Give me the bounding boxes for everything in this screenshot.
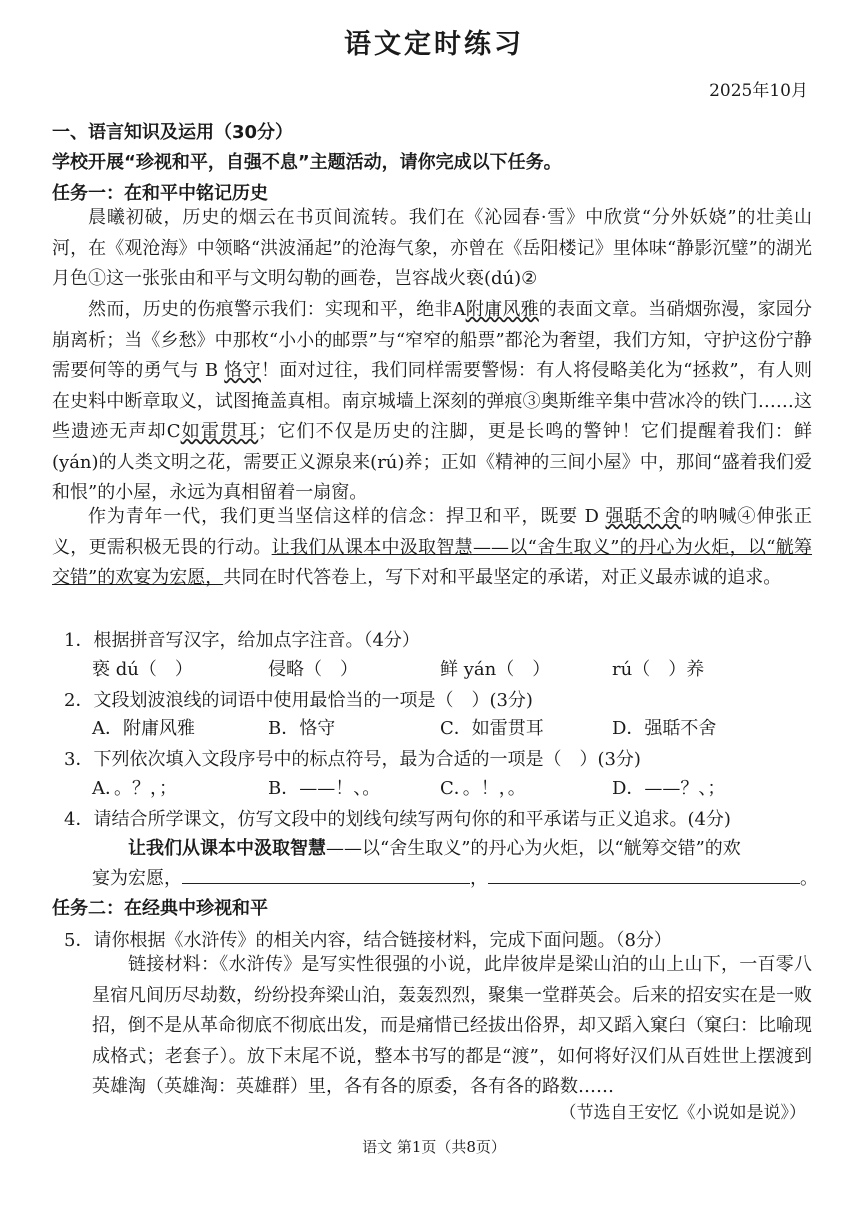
- q4-model-sentence: 让我们从课本中汲取智慧——以“舍生取义”的丹心为火炬，以“觥筹交错”的欢: [128, 838, 741, 859]
- passage-paragraph-3: 作为青年一代，我们更当坚信这样的信念：捍卫和平，既要 D 强聒不舍的呐喊④伸张正义，更需积极无畏的行动。让我们从课本中汲取智慧——以“舍生取义”的丹心为火炬，以“觥筹交错”的欢宴为宏愿，共同在时代答卷上，写下对和平最坚定的承诺，对正义最赤诚的追求。: [52, 506, 813, 588]
- task2-heading: 任务二：在经典中珍视和平: [52, 898, 268, 919]
- section-intro: 学校开展“珍视和平，自强不息”主题活动，请你完成以下任务。: [52, 152, 562, 173]
- question-3-stem: 3．下列依次填入文段序号中的标点符号，最为合适的一项是（ ）(3分): [64, 749, 641, 770]
- wavy-word-b: 恪守: [224, 360, 261, 381]
- exam-date: 2025年10月: [709, 81, 808, 101]
- q2-option: A．附庸风雅: [92, 718, 195, 739]
- question-4-stem: 4．请结合所学课文，仿写文段中的划线句续写两句你的和平承诺与正义追求。(4分): [64, 809, 731, 830]
- q3-option: D．——？、；: [612, 778, 726, 799]
- passage-paragraph-1: 晨曦初破，历史的烟云在书页间流转。我们在《沁园春·雪》中欣赏“分外妖娆”的壮美山河，在《观沧海》中领略“洪波涌起”的沧海气象，亦曾在《岳阳楼记》里体味“静影沉璧”的湖光月色①这一张张由和平与文明勾勒的画卷，岂容战火亵(dú)②: [52, 207, 812, 289]
- q3-option: A．。？，；: [92, 778, 177, 799]
- page-title: 语文定时练习: [344, 29, 524, 60]
- link-material: 链接材料：《水浒传》是写实性很强的小说，此岸彼岸是梁山泊的山上山下，一百零八星宿凡间历尽劫数，纷纷投奔梁山泊，轰轰烈烈，聚集一堂群英会。后来的招安实在是一败招，倒不是从革命彻底不彻底出发，而是痛惜已经拔出俗界，却又蹈入窠臼（窠臼：比喻现成格式；老套子）。放下末尾不说，整本书写的都是“渡”，如何将好汉们从百姓世上摆渡到英雄淘（英雄淘：英雄群）里，各有各的原委，各有各的路数……: [92, 954, 812, 1097]
- q2-option: B．恪守: [268, 718, 336, 739]
- q1-item: 鲜 yán（ ）: [440, 659, 551, 680]
- wavy-word-c: 如雷贯耳: [180, 421, 259, 442]
- question-5-stem: 5．请你根据《水浒传》的相关内容，结合链接材料，完成下面问题。（8分）: [64, 930, 672, 951]
- page-footer: 语文 第1页（共8页）: [362, 1138, 506, 1156]
- question-1-stem: 1．根据拼音写汉字，给加点字注音。（4分）: [64, 630, 420, 651]
- q4-answer-line: 宴为宏愿， ， 。: [92, 864, 818, 890]
- task1-heading: 任务一：在和平中铭记历史: [52, 183, 268, 204]
- q1-item: 侵略（ ）: [268, 659, 358, 680]
- section-heading: 一、语言知识及运用（30分）: [52, 122, 294, 143]
- passage-paragraph-2: 然而，历史的伤痕警示我们：实现和平，绝非A附庸风雅的表面文章。当硝烟弥漫，家园分崩离析；当《乡愁》中那枚“小小的邮票”与“窄窄的船票”都沦为奢望，我们方知，守护这份宁静需要何等的勇气与 B 恪守！面对过往，我们同样需要警惕：有人将侵略美化为“拯救”，有人则在史料中断章取义，试图掩盖真相。南京城墙上深刻的弹痕③奥斯维辛集中营冰冷的铁门……这些遗迹无声却C如雷贯耳；它们不仅是历史的注脚，更是长鸣的警钟！它们提醒着我们：鲜(yán)的人类文明之花，需要正义源泉来(rú)养；正如《精神的三间小屋》中，那间“盛着我们爱和恨”的小屋，永远为真相留着一扇窗。: [52, 299, 813, 503]
- material-source: （节选自王安忆《小说如是说》）: [559, 1103, 806, 1123]
- q1-item: rú（ ）养: [612, 659, 705, 680]
- answer-blank-1[interactable]: [182, 865, 470, 884]
- underlined-sentence: 让我们从课本中汲取智慧——以“舍生取义”的丹心为火炬，以“觥筹交错”的欢宴为宏愿，: [52, 536, 813, 588]
- wavy-word-a: 附庸风雅: [465, 299, 539, 320]
- q3-option: B．——！、。: [268, 778, 381, 799]
- q2-option: C．如雷贯耳: [440, 718, 544, 739]
- wavy-word-d: 强聒不舍: [605, 506, 681, 527]
- q3-option: C．。！，。: [440, 778, 526, 799]
- answer-blank-2[interactable]: [488, 865, 800, 884]
- question-2-stem: 2．文段划波浪线的词语中使用最恰当的一项是（ ）(3分): [64, 690, 533, 711]
- q1-item: 亵 dú（ ）: [92, 659, 193, 680]
- q2-option: D．强聒不舍: [612, 718, 717, 739]
